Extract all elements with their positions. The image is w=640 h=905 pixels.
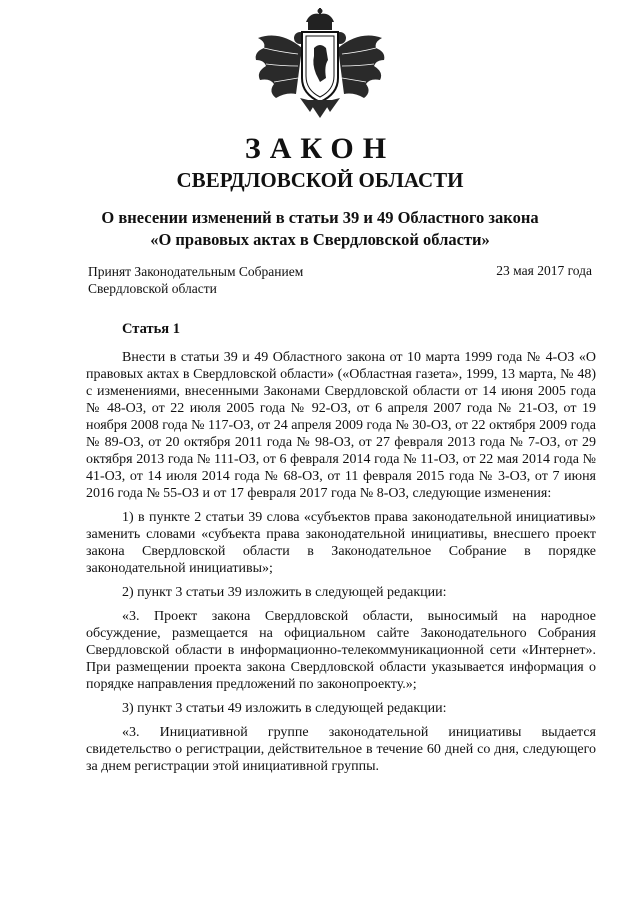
article-paragraph: Внести в статьи 39 и 49 Областного закона от 10 марта 1999 года № 4-ОЗ «О правовых актах в Свердловской области» («Областная газета», 1999, 13 марта, № 48) с изменениями, внесенными Законами Свердловской области от 14 июня 2005 года № 48-ОЗ, от 22 июля 2005 года № 92-ОЗ, от 6 апреля 2007 года № 21-ОЗ, от 19 ноября 2008 года № 117-ОЗ, от 24 апреля 2009 года № 30-ОЗ, от 22 октября 2009 года № 89-ОЗ, от 20 октября 2011 года № 98-ОЗ, от 27 февраля 2013 года № 7-ОЗ, от 29 октября 2013 года № 111-ОЗ, от 6 февраля 2014 года № 11-ОЗ, от 22 мая 2014 года № 41-ОЗ, от 14 июля 2014 года № 68-ОЗ, от 11 февраля 2015 года № 3-ОЗ, от 7 июня 2016 года № 55-ОЗ и от 17 февраля 2017 года № 8-ОЗ, следующие изменения: — [86, 350, 596, 501]
subtitle-line-2: «О правовых актах в Свердловской области» — [150, 230, 490, 249]
article-paragraph: «3. Проект закона Свердловской области, выносимый на народное обсуждение, размещается на официальном сайте Законодательного Собрания Свердловской области в информационно-телекоммуникационной сети «Интернет». При размещении проекта закона Свердловской области указывается информация о порядке направления предложений по законопроекту.»; — [86, 609, 596, 692]
law-title: ЗАКОН — [244, 132, 396, 165]
article-paragraph: 3) пункт 3 статьи 49 изложить в следующей редакции: — [122, 701, 447, 716]
adoption-line-1: Принят Законодательным Собранием — [88, 264, 304, 279]
coat-of-arms-emblem — [250, 8, 390, 120]
law-region: СВЕРДЛОВСКОЙ ОБЛАСТИ — [176, 168, 464, 192]
adoption-date: 23 мая 2017 года — [496, 263, 592, 278]
article-paragraph: 1) в пункте 2 статьи 39 слова «субъектов права законодательной инициативы» заменить словами «субъекта права законодательной инициативы, внесшего проект закона Свердловской области в Законодательное Собрание в порядке законодательной инициативы»; — [86, 510, 596, 576]
adoption-note — [88, 263, 303, 297]
article-body — [86, 321, 596, 782]
article-paragraph: 2) пункт 3 статьи 39 изложить в следующей редакции: — [122, 585, 447, 600]
subtitle-line-1: О внесении изменений в статьи 39 и 49 Областного закона — [101, 208, 539, 227]
article-title: Статья 1 — [122, 321, 180, 337]
law-subtitle — [0, 207, 640, 251]
article-paragraph: «3. Инициативной группе законодательной инициативы выдается свидетельство о регистрации, действительное в течение 60 дней со дня, следующего за днем регистрации этой инициативной группы. — [86, 725, 596, 774]
crown-icon — [306, 8, 334, 30]
adoption-line-2: Свердловской области — [88, 281, 217, 296]
